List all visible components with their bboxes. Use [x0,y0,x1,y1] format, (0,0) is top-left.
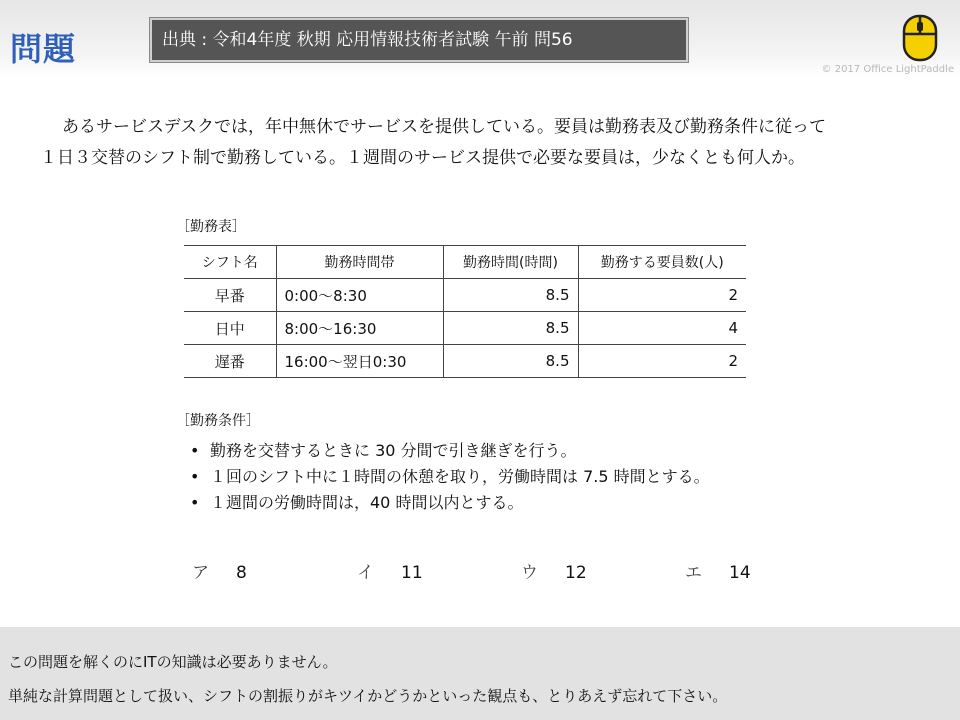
choice-label: ウ [521,563,538,583]
choice-value: 11 [401,563,423,583]
list-item [190,490,710,516]
bullet: • [190,441,200,460]
staff-count: 2 [578,345,746,378]
schedule-table [184,245,746,378]
question-text [40,112,920,174]
staff-count: 2 [578,279,746,312]
footer-line-2: 単純な計算問題として扱い、シフトの割振りがキツイかどうかといった観点も、とりあえず忘れて下さい。 [8,687,728,705]
choice-value: 14 [729,563,751,583]
answer-choice-u[interactable] [521,558,587,583]
shift-name: 遅番 [184,345,276,378]
shift-name: 早番 [184,279,276,312]
question-line-2: １日３交替のシフト制で勤務している。１週間のサービス提供で必要な要員は，少なくとも何人か。 [40,148,805,168]
table-row [184,312,746,345]
answer-choices [0,558,960,588]
schedule-label: ［勤務表］ [176,219,246,235]
choice-value: 8 [236,563,247,583]
condition-text: 勤務を交替するときに 30 分間で引き継ぎを行う。 [210,441,577,460]
column-header-hours: 勤務時間(時間) [443,246,578,279]
source-title: 出典 : 令和4年度 秋期 応用情報技術者試験 午前 問56 [150,18,688,62]
choice-label: イ [357,563,374,583]
mouse-icon [902,14,938,62]
table-row [184,279,746,312]
header [0,0,960,78]
table-row [184,345,746,378]
footer-line-1: この問題を解くのにITの知識は必要ありません。 [8,653,338,671]
column-header-time-range: 勤務時間帯 [276,246,443,279]
answer-choice-i[interactable] [357,558,423,583]
column-header-shift: シフト名 [184,246,276,279]
hours: 8.5 [443,279,578,312]
choice-label: エ [685,563,702,583]
shift-name: 日中 [184,312,276,345]
answer-choice-a[interactable] [192,558,247,583]
footer-note [0,627,960,720]
hours: 8.5 [443,345,578,378]
bullet: • [190,493,200,512]
answer-choice-e[interactable] [685,558,751,583]
list-item [190,438,710,464]
copyright-notice: © 2017 Office LightPaddle [821,64,954,75]
hours: 8.5 [443,312,578,345]
staff-count: 4 [578,312,746,345]
choice-label: ア [192,563,209,583]
table-header-row [184,246,746,279]
condition-text: １回のシフト中に１時間の休憩を取り，労働時間は 7.5 時間とする。 [210,467,710,486]
time-range: 8:00～16:30 [276,312,443,345]
condition-text: １週間の労働時間は，40 時間以内とする。 [210,493,524,512]
conditions-list [190,438,710,516]
column-header-staff-count: 勤務する要員数(人) [578,246,746,279]
problem-badge: 問題 [10,30,77,68]
time-range: 0:00～8:30 [276,279,443,312]
bullet: • [190,467,200,486]
list-item [190,464,710,490]
conditions-label: ［勤務条件］ [176,413,260,429]
time-range: 16:00～翌日0:30 [276,345,443,378]
question-line-1: あるサービスデスクでは，年中無休でサービスを提供している。要員は勤務表及び勤務条件に従って [62,117,826,137]
choice-value: 12 [565,563,587,583]
